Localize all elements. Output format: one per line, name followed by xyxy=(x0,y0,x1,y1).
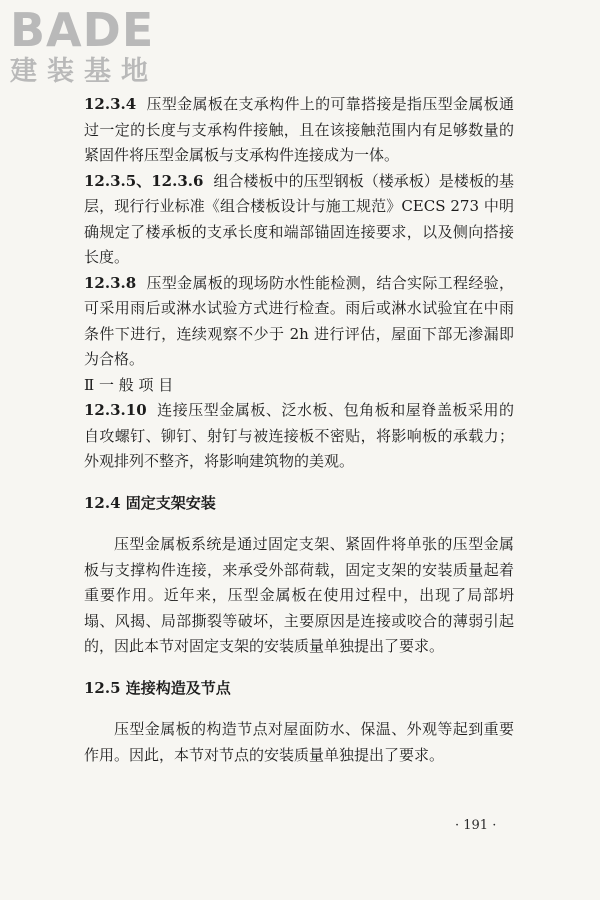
clause-text: 组合楼板中的压型钢板（楼承板）是楼板的基层，现行行业标准《组合楼板设计与施工规范》CECS 273 中明确规定了楼承板的支承长度和端部锚固连接要求，以及侧向搭接长度。 xyxy=(84,171,514,266)
bade-watermark-logo xyxy=(10,4,158,88)
clause-12-3-5-6 xyxy=(84,169,514,271)
clause-12-3-10 xyxy=(84,398,514,475)
clause-text: 连接压型金属板、泛水板、包角板和屋脊盖板采用的自攻螺钉、铆钉、射钉与被连接板不密贴，将影响板的承载力；外观排列不整齐，将影响建筑物的美观。 xyxy=(84,401,514,470)
watermark-brand: BADE xyxy=(10,3,155,57)
section-12-4-title: 12.4 固定支架安装 xyxy=(84,493,216,512)
page-number: · 191 · xyxy=(455,818,497,833)
watermark-tagline: 建装基地 xyxy=(10,56,158,87)
general-items-heading: Ⅱ 一 般 项 目 xyxy=(84,375,174,394)
clause-text: 压型金属板在支承构件上的可靠搭接是指压型金属板通过一定的长度与支承构件接触，且在该接触范围内有足够数量的紧固件将压型金属板与支承构件连接成为一体。 xyxy=(84,95,514,164)
section-12-5-body: 压型金属板的构造节点对屋面防水、保温、外观等起到重要作用。因此，本节对节点的安装质量单独提出了要求。 xyxy=(84,720,514,764)
clause-number: 12.3.5、12.3.6 xyxy=(84,171,204,190)
clause-number: 12.3.8 xyxy=(84,273,137,292)
clause-12-3-4 xyxy=(84,92,514,169)
page-content xyxy=(84,92,514,768)
section-12-5-title: 12.5 连接构造及节点 xyxy=(84,678,231,697)
clause-12-3-8 xyxy=(84,271,514,373)
clause-number: 12.3.10 xyxy=(84,401,147,419)
clause-text: 压型金属板的现场防水性能检测，结合实际工程经验，可采用雨后或淋水试验方式进行检查。雨后或淋水试验宜在中雨条件下进行，连续观察不少于 2h 进行评估，屋面下部无渗漏即为合格。 xyxy=(84,273,514,368)
clause-number: 12.3.4 xyxy=(84,95,137,113)
section-12-4-body: 压型金属板系统是通过固定支架、紧固件将单张的压型金属板与支撑构件连接，来承受外部荷载，固定支架的安装质量起着重要作用。近年来，压型金属板在使用过程中，出现了局部坍塌、风揭、局部撕裂等破坏，主要原因是连接或咬合的薄弱引起的，因此本节对固定支架的安装质量单独提出了要求。 xyxy=(84,535,514,655)
